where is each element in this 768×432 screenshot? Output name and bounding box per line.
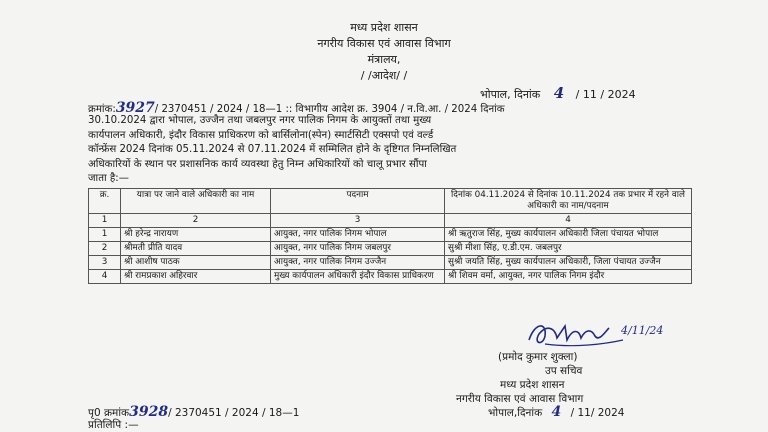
endorsement-date-prefix: भोपाल,दिनांक: [488, 407, 543, 419]
col-header-officer: यात्रा पर जाने वाले अधिकारी का नाम: [121, 189, 271, 214]
date-day-handwritten: 4: [553, 84, 565, 102]
body-line: 30.10.2024 द्वारा भोपाल, उज्जैन तथा जबलपुर नगर पालिक निगम के आयुक्तों तथा मुख्य: [88, 115, 432, 126]
table-cell: श्रीमती प्रीति यादव: [121, 242, 271, 256]
endorsement-prefix: पृ0 क्रमांक: [88, 407, 130, 419]
table-cell: सुश्री जयति सिंह, मुख्य कार्यपालन अधिकारी, जिला पंचायत उज्जैन: [445, 256, 692, 270]
col-number: 2: [121, 214, 271, 228]
order-title: / /आदेश/ /: [360, 69, 408, 82]
signature-date: 4/11/24: [621, 324, 664, 337]
table-row: [89, 228, 692, 242]
table-cell: सुश्री मीशा सिंह, ए.डी.एम. जबलपुर: [445, 242, 692, 256]
table-cell: श्री हरेन्द्र नारायण: [121, 228, 271, 242]
table-cell: श्री रामप्रकाश अहिरवार: [121, 270, 271, 284]
table-cell: आयुक्त, नगर पालिक निगम उज्जैन: [271, 256, 445, 270]
body-line: कार्यपालन अधिकारी, इंदौर विकास प्राधिकरण को बार्सिलोना(स्पेन) स्मार्टसिटी एक्सपो एवं वर्ल्ड: [88, 129, 434, 141]
govt-name: मध्य प्रदेश शासन: [350, 21, 418, 34]
signature-scribble: [525, 314, 665, 354]
table-header-row: [89, 189, 692, 214]
col-header-charge: दिनांक 04.11.2024 से दिनांक 10.11.2024 तक प्रभार में रहने वाले अधिकारी का नाम/पदनाम: [445, 189, 692, 214]
date-rest: / 11 / 2024: [575, 88, 636, 101]
body-line: जाता है:—: [88, 173, 129, 185]
table-cell: 4: [89, 270, 121, 284]
ministry-label: मंत्रालय,: [367, 53, 401, 66]
order-number-rest: / 2370451 / 2024 / 18—1 :: विभागीय आदेश क्र. 3904 / न.वि.आ. / 2024 दिनांक: [154, 104, 505, 115]
signatory-office: मध्य प्रदेश शासन: [500, 379, 565, 391]
endorsement-number-handwritten: 3928: [129, 404, 169, 420]
table-cell: 3: [89, 256, 121, 270]
endorsement-date-rest: / 11/ 2024: [570, 407, 625, 419]
table-cell: आयुक्त, नगर पालिक निगम भोपाल: [271, 228, 445, 242]
table-cell: श्री आशीष पाठक: [121, 256, 271, 270]
signatory-department: नगरीय विकास एवं आवास विभाग: [456, 393, 584, 405]
table-colnum-row: [89, 214, 692, 228]
col-number: 3: [271, 214, 445, 228]
order-body: [88, 114, 688, 187]
table-row: [89, 270, 692, 284]
endorsement-date-handwritten: 4: [551, 404, 562, 420]
col-number: 4: [445, 214, 692, 228]
table-cell: मुख्य कार्यपालन अधिकारी इंदौर विकास प्राधिकरण: [271, 270, 445, 284]
table-row: [89, 242, 692, 256]
endorsement-rest: / 2370451 / 2024 / 18—1: [168, 407, 300, 419]
copy-to-label: प्रतिलिपि :—: [88, 419, 139, 431]
table-cell: श्री ऋतुराज सिंह, मुख्य कार्यपालन अधिकारी जिला पंचायत भोपाल: [445, 228, 692, 242]
table-row: [89, 256, 692, 270]
body-line: कॉन्फ्रेंस 2024 दिनांक 05.11.2024 से 07.11.2024 में सम्मिलित होने के दृष्टिगत निम्नलिखित: [88, 144, 457, 156]
table-cell: 1: [89, 228, 121, 242]
signatory-name: (प्रमोद कुमार शुक्ला): [498, 351, 578, 363]
signatory-designation: उप सचिव: [545, 365, 583, 377]
body-line: अधिकारियों के स्थान पर प्रशासनिक कार्य व्यवस्था हेतु निम्न अधिकारियों को चालू प्रभार सौंपा: [88, 158, 427, 170]
col-number: 1: [89, 214, 121, 228]
date-prefix: भोपाल, दिनांक: [480, 88, 541, 101]
col-header-serial: क्र.: [89, 189, 121, 214]
charge-table: [88, 188, 692, 284]
table-cell: आयुक्त, नगर पालिक निगम जबलपुर: [271, 242, 445, 256]
table-cell: श्री शिवम वर्मा, आयुक्त, नगर पालिक निगम इंदौर: [445, 270, 692, 284]
endorsement-date: [488, 404, 624, 420]
table-cell: 2: [89, 242, 121, 256]
order-number-handwritten: 3927: [115, 100, 155, 116]
col-header-designation: पदनाम: [271, 189, 445, 214]
department-name: नगरीय विकास एवं आवास विभाग: [317, 37, 451, 50]
order-number-prefix: क्रमांक:: [88, 104, 116, 115]
